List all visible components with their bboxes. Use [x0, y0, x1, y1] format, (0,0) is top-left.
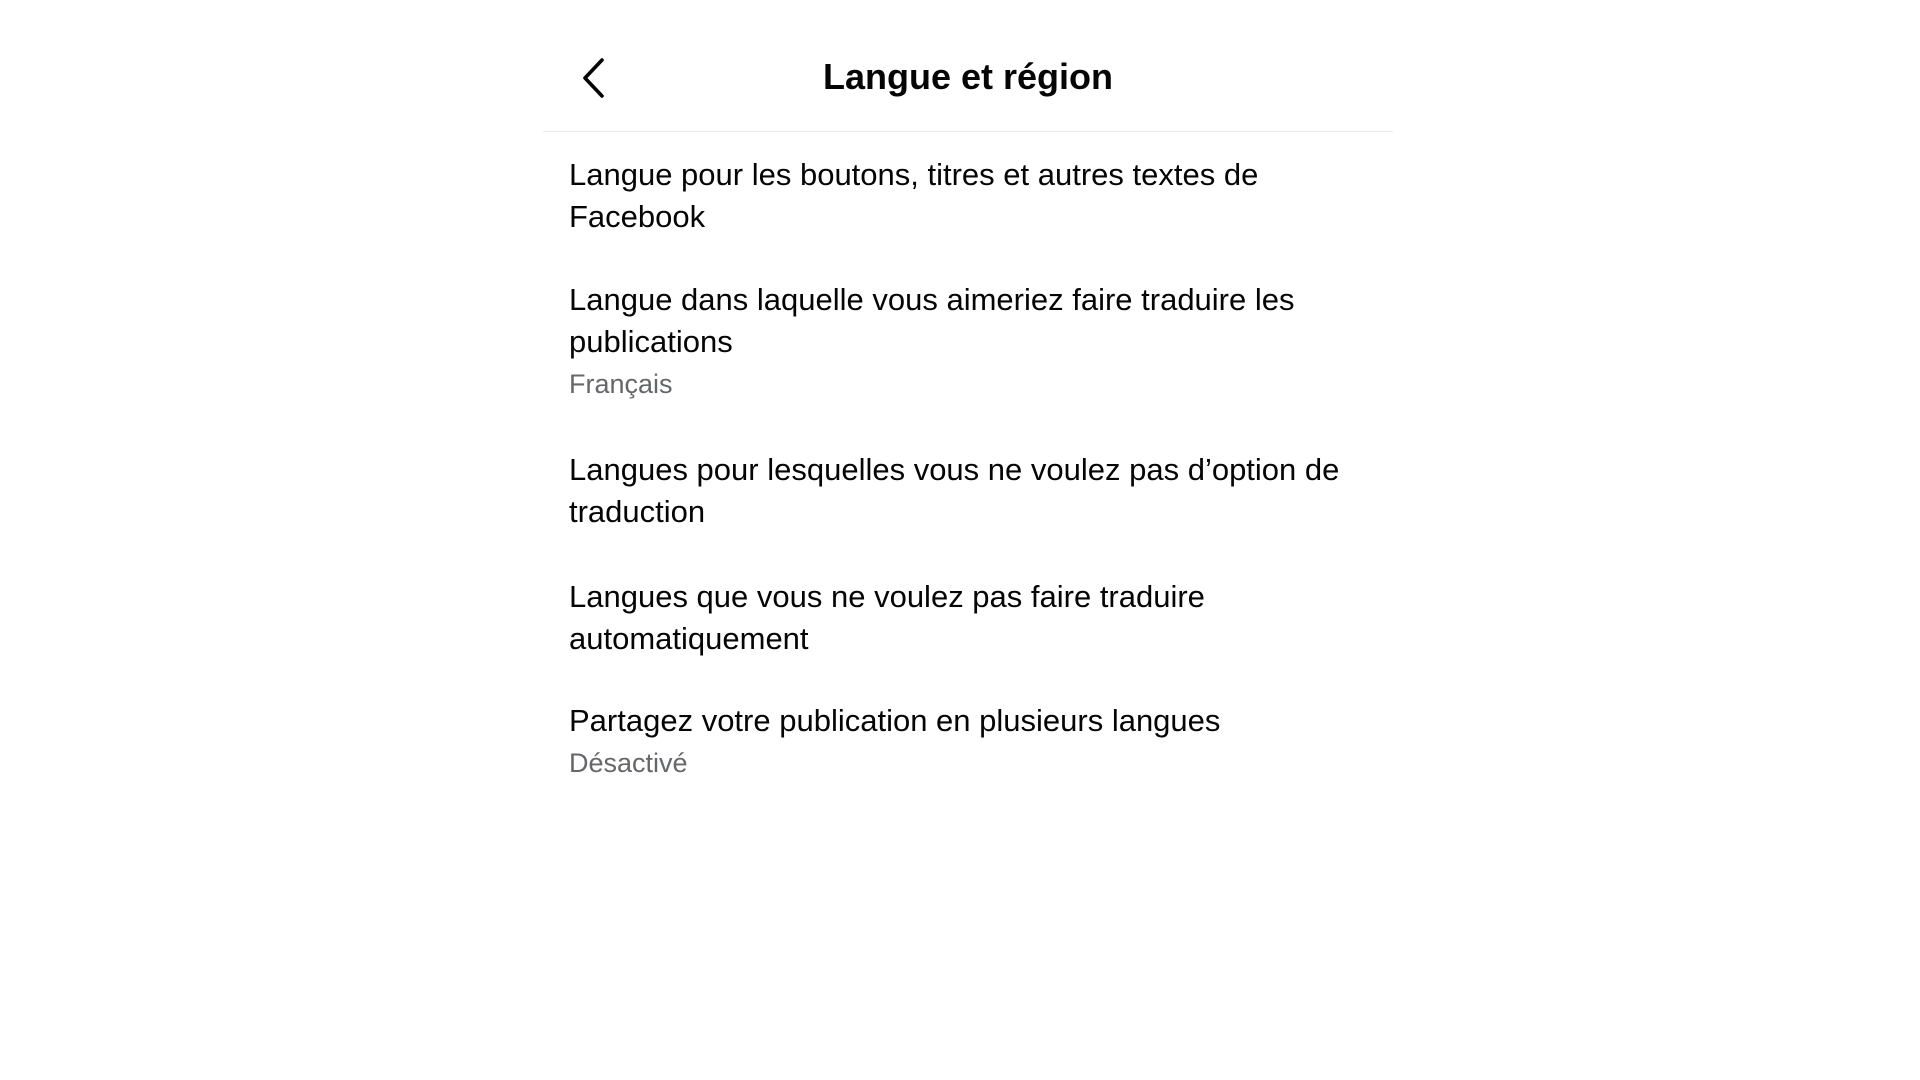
setting-item-multilingual-posts[interactable] [543, 700, 1393, 790]
setting-label: Langue pour les boutons, titres et autres textes de Facebook [569, 157, 1259, 234]
setting-label: Langues que vous ne voulez pas faire traduire automatiquement [569, 579, 1205, 656]
setting-item-translation-language[interactable] [543, 279, 1393, 449]
setting-value: Français [569, 369, 673, 399]
setting-value: Désactivé [569, 748, 688, 778]
header [543, 0, 1393, 132]
setting-item-no-auto-translate-languages[interactable] [543, 576, 1393, 700]
setting-label: Langue dans laquelle vous aimeriez faire traduire les publications [569, 282, 1295, 359]
setting-label: Langues pour lesquelles vous ne voulez pas d’option de traduction [569, 452, 1340, 529]
setting-item-interface-language[interactable] [543, 154, 1393, 279]
page-title: Langue et région [822, 56, 1114, 97]
setting-label: Partagez votre publication en plusieurs langues [569, 703, 1221, 738]
setting-item-no-translation-languages[interactable] [543, 449, 1393, 576]
settings-panel [543, 0, 1393, 790]
settings-list [543, 132, 1393, 790]
